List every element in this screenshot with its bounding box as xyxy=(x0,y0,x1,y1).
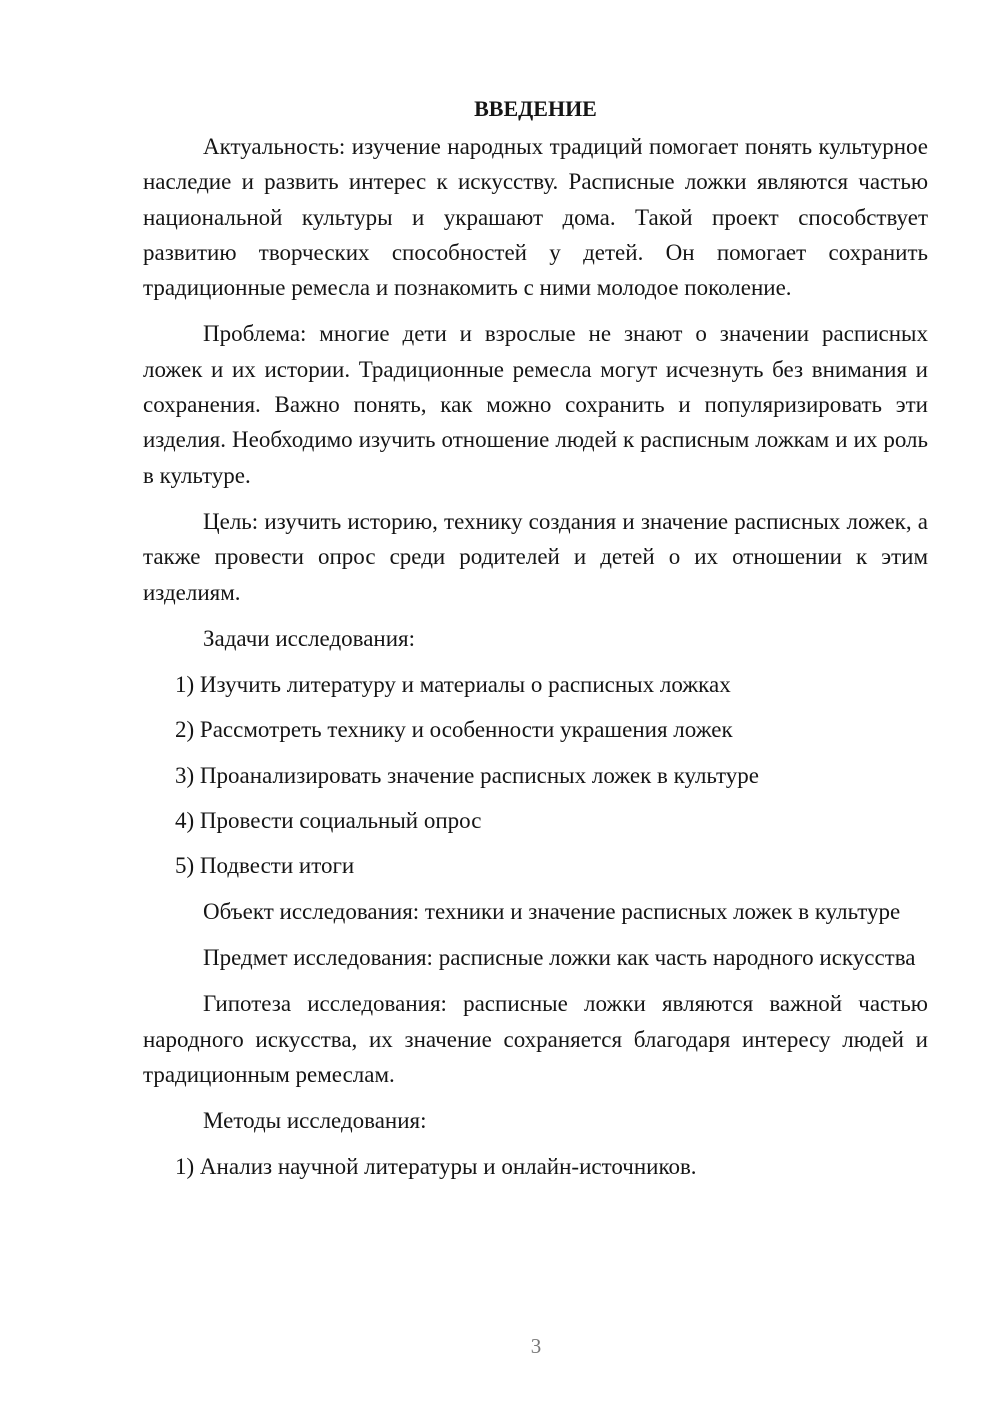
problem-paragraph: Проблема: многие дети и взрослые не знают о значении расписных ложек и их истории. Традиционные ремесла могут исчезнуть без внимания и сохранения. Важно понять, как можно сохранить и популяризировать эти изделия. Необходимо изучить отношение людей к расписным ложкам и их роль в культуре. xyxy=(143,321,928,488)
method-item: 1) Анализ научной литературы и онлайн-источников. xyxy=(175,1154,697,1180)
tasks-heading: Задачи исследования: xyxy=(203,625,416,651)
subject-paragraph: Предмет исследования: расписные ложки как часть народного искусства xyxy=(203,944,916,970)
hypothesis-paragraph: Гипотеза исследования: расписные ложки являются важной частью народного искусства, их значение сохраняется благодаря интересу людей и традиционным ремеслам. xyxy=(143,991,928,1087)
task-item: 2) Рассмотреть технику и особенности украшения ложек xyxy=(175,717,733,743)
relevance-paragraph: Актуальность: изучение народных традиций помогает понять культурное наследие и развить интерес к искусству. Расписные ложки являются частью национальной культуры и украшают дома. Такой проект способствует развитию творческих способностей у детей. Он помогает сохранить традиционные ремесла и познакомить с ними молодое поколение. xyxy=(143,134,928,301)
task-item: 1) Изучить литературу и материалы о расписных ложках xyxy=(175,672,731,698)
task-item: 4) Провести социальный опрос xyxy=(175,808,482,834)
object-paragraph: Объект исследования: техники и значение расписных ложек в культуре xyxy=(203,898,901,924)
methods-heading: Методы исследования: xyxy=(203,1108,427,1134)
section-title: ВВЕДЕНИЕ xyxy=(474,96,597,121)
task-item: 3) Проанализировать значение расписных ложек в культуре xyxy=(175,762,759,788)
task-item: 5) Подвести итоги xyxy=(175,853,355,879)
goal-paragraph: Цель: изучить историю, технику создания и значение расписных ложек, а также провести опрос среди родителей и детей о их отношении к этим изделиям. xyxy=(143,508,928,605)
page-content xyxy=(143,91,928,1195)
page-number: 3 xyxy=(530,1334,542,1358)
